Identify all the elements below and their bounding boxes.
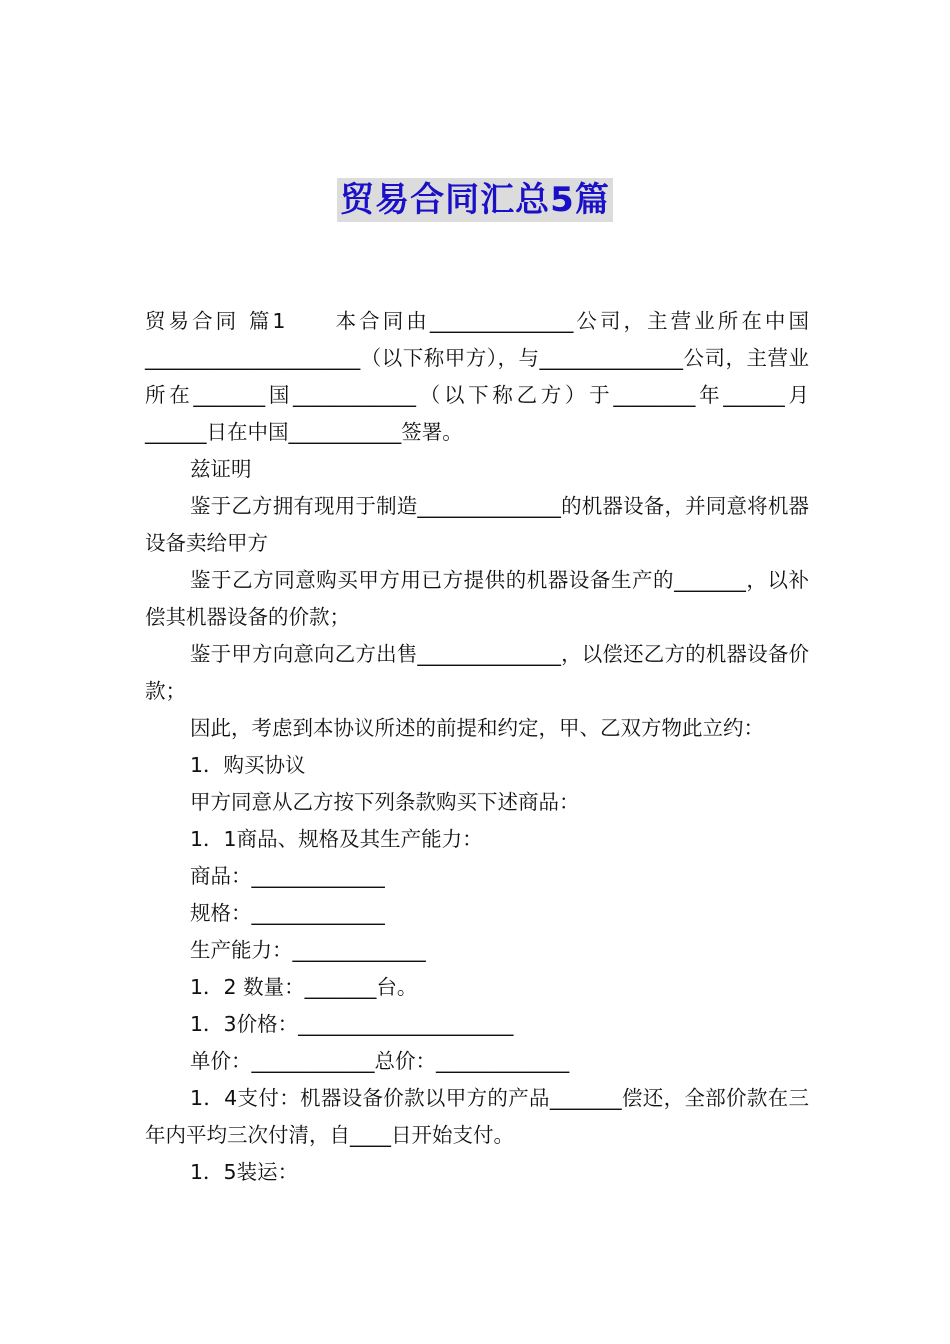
clause-1-1: 1．1商品、规格及其生产能力：: [190, 827, 483, 851]
field-capacity: 生产能力：_____________: [190, 938, 426, 962]
clause-1-2: 1．2 数量：_______台。: [190, 975, 418, 999]
paragraph-agreement: 因此，考虑到本协议所述的前提和约定，甲、乙双方物此立约：: [190, 716, 764, 740]
paragraph-intro: 贸易合同 篇1 本合同由______________公司，主营业所在中国_____________________（以下称甲方），与______________公司，主营业所在_______国____________（以下称乙方）于________年______月______日在中国___________签署。: [145, 309, 809, 444]
paragraph-witness: 兹证明: [190, 457, 252, 481]
paragraph-recital-1: 鉴于乙方拥有现用于制造______________的机器设备，并同意将机器设备卖给甲方: [145, 494, 809, 555]
paragraph-purchase: 甲方同意从乙方按下列条款购买下述商品：: [190, 790, 580, 814]
paragraph-recital-2: 鉴于乙方同意购买甲方用已方提供的机器设备生产的_______，以补偿其机器设备的价款；: [145, 568, 809, 629]
field-goods: 商品：_____________: [190, 864, 385, 888]
clause-1-5: 1．5装运：: [190, 1160, 299, 1184]
field-specification: 规格：_____________: [190, 901, 385, 925]
document-body: [145, 303, 809, 1191]
document-title: 贸易合同汇总5篇: [337, 178, 613, 222]
title-container: [0, 178, 950, 222]
clause-1-4: 1．4支付：机器设备价款以甲方的产品_______偿还，全部价款在三年内平均三次付清，自____日开始支付。: [145, 1086, 809, 1147]
clause-heading-1: 1．购买协议: [190, 753, 306, 777]
field-price: 单价：____________总价：_____________: [190, 1049, 570, 1073]
paragraph-recital-3: 鉴于甲方向意向乙方出售______________，以偿还乙方的机器设备价款；: [145, 642, 809, 703]
clause-1-3: 1．3价格：_____________________: [190, 1012, 514, 1036]
